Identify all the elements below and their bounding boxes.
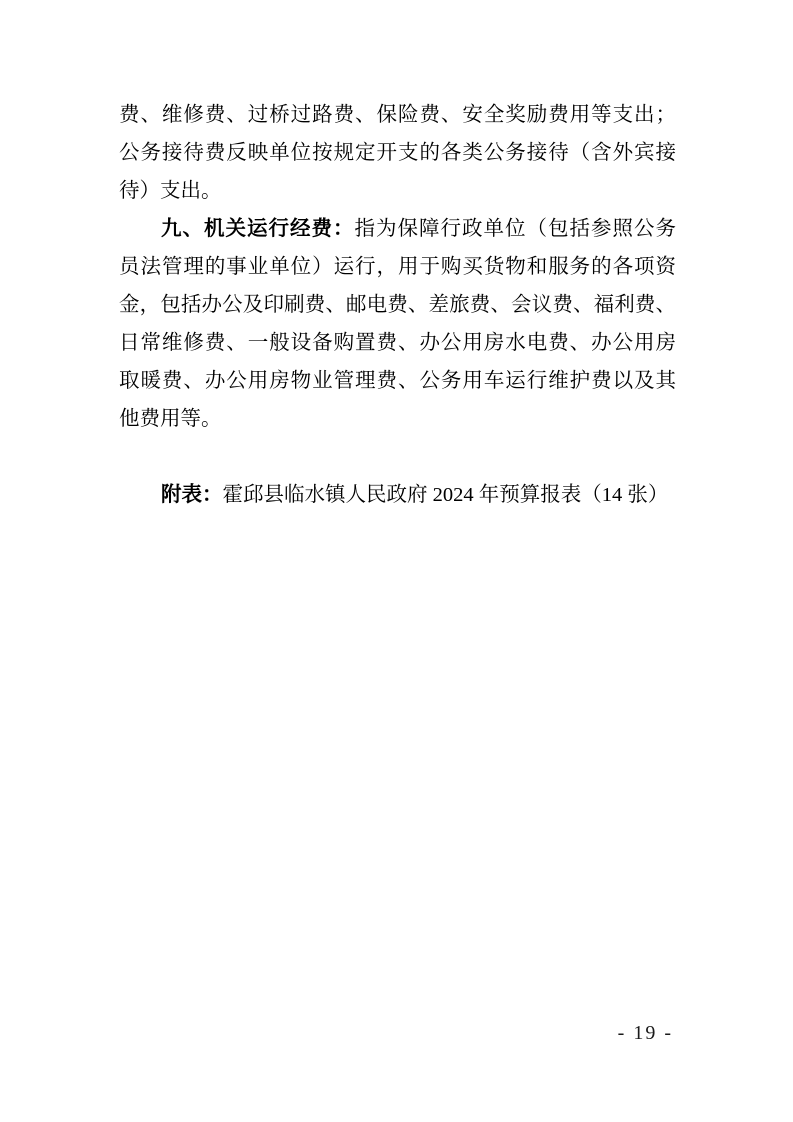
text-line <box>119 324 676 362</box>
line-text: 霍邱县临水镇人民政府 2024 年预算报表（14 张） <box>222 484 669 506</box>
text-line <box>119 476 676 514</box>
text-line <box>119 286 676 324</box>
paragraph <box>119 476 676 514</box>
text-line <box>119 96 676 134</box>
line-text: 金，包括办公及印刷费、邮电费、差旅费、会议费、福利费、 <box>119 294 676 316</box>
text-line <box>119 172 676 210</box>
line-text: 公务接待费反映单位按规定开支的各类公务接待（含外宾接 <box>119 142 676 164</box>
line-text: 指为保障行政单位（包括参照公务 <box>354 218 676 240</box>
line-text: 待）支出。 <box>119 180 222 202</box>
line-text: 日常维修费、一般设备购置费、办公用房水电费、办公用房 <box>119 332 676 354</box>
line-text: 费、维修费、过桥过路费、保险费、安全奖励费用等支出； <box>119 104 676 126</box>
bold-label: 附表： <box>161 483 223 506</box>
paragraph <box>119 210 676 438</box>
text-line <box>119 400 676 438</box>
bold-label: 九、机关运行经费： <box>161 217 355 240</box>
text-line <box>119 210 676 248</box>
document-body <box>119 96 676 514</box>
line-text: 他费用等。 <box>119 408 222 430</box>
line-text: 取暖费、办公用房物业管理费、公务用车运行维护费以及其 <box>119 370 676 392</box>
text-line <box>119 248 676 286</box>
page-number: - 19 - <box>617 1022 673 1044</box>
line-text: 员法管理的事业单位）运行，用于购买货物和服务的各项资 <box>119 256 676 278</box>
text-line <box>119 134 676 172</box>
text-line <box>119 362 676 400</box>
paragraph <box>119 96 676 210</box>
